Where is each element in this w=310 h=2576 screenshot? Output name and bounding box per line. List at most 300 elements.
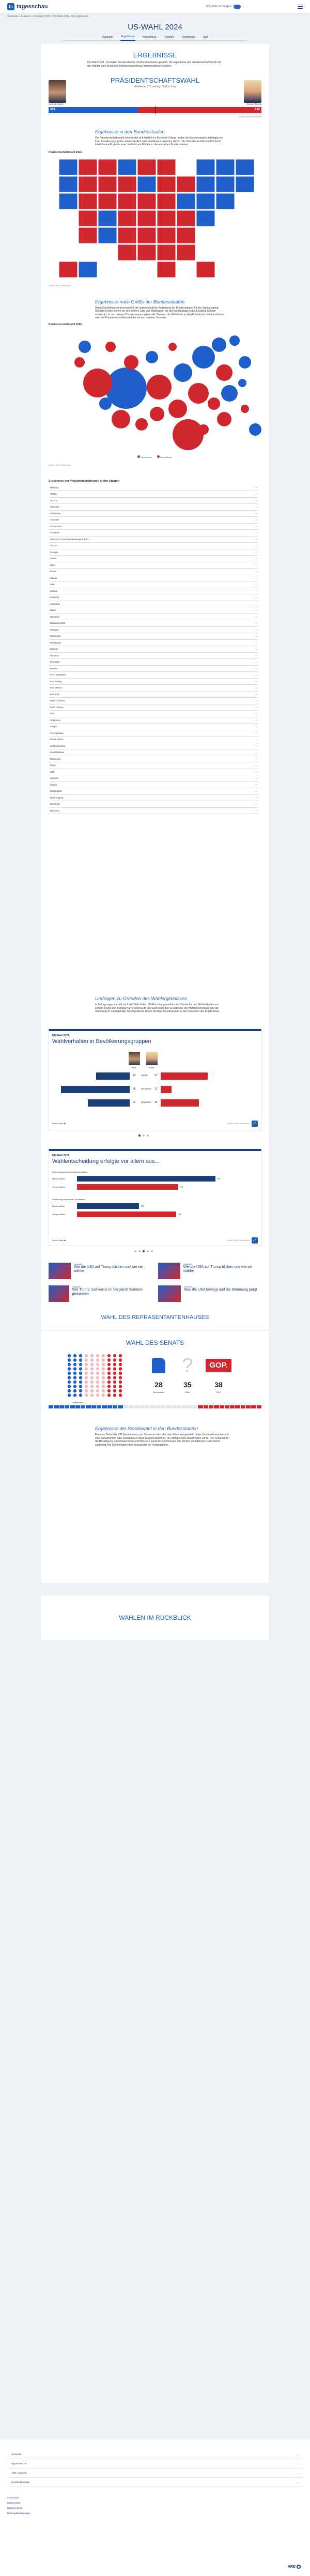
state-bubble[interactable]	[208, 397, 220, 410]
state-MI[interactable]	[157, 159, 176, 175]
senate-states-section	[95, 1426, 230, 1447]
us-map	[49, 154, 261, 283]
tab-2[interactable]: Hintergrund	[142, 35, 156, 39]
seat	[96, 1358, 99, 1361]
state-bubble[interactable]	[192, 346, 215, 369]
seat-tick	[140, 1405, 144, 1408]
state-TN[interactable]	[157, 227, 176, 243]
poll-card-groups[interactable]	[49, 1029, 261, 1130]
seat	[79, 1372, 82, 1375]
state-VT[interactable]	[216, 159, 235, 175]
state-row[interactable]	[49, 607, 258, 614]
state-name: West Virginia	[50, 796, 64, 799]
state-row[interactable]	[49, 762, 258, 769]
state-ME[interactable]	[236, 159, 254, 175]
motive-bar	[77, 1203, 139, 1209]
seat-tick	[209, 1405, 213, 1408]
state-name: Delaware	[50, 531, 60, 534]
seat-tick	[123, 1405, 128, 1408]
state-name: Kentucky	[50, 596, 59, 599]
seat-tick	[91, 1405, 96, 1408]
seat	[73, 1358, 76, 1361]
state-NE[interactable]	[118, 193, 136, 209]
state-OK[interactable]	[118, 227, 136, 243]
state-name: Vermont	[50, 777, 58, 780]
footer-extra-link[interactable]: Nutzungsbedingungen	[7, 2512, 31, 2514]
senate-states-text: Etwa ein Drittel der 100 Senatorinnen und Senatoren wird alle zwei Jahre neu gewählt. Jeder Bundesstaat entsendet zwei Senatorinnen oder Senatoren in diese Kongresskammer. Die Wahlperiode dauert sechs Jahre. Der Senat ist für die Bestätigung von Ministerinnen und Ministern sowie für Richterinnen und Richter am Obersten Gerichtshof zuständig. Bei Stimmengleichheit entscheidet der Vizepräsident.	[95, 1433, 229, 1447]
state-MD[interactable]	[196, 193, 215, 209]
trump-value: 13	[154, 1087, 158, 1091]
seat-tick	[246, 1405, 251, 1408]
state-bubble[interactable]	[188, 383, 209, 404]
state-WA[interactable]	[59, 159, 78, 175]
poll-rows	[52, 1070, 259, 1111]
seat-tick	[188, 1405, 192, 1408]
chevron-down-icon: ⌄	[255, 699, 257, 702]
seat	[119, 1372, 122, 1375]
seat-tick	[193, 1405, 197, 1408]
seat	[85, 1393, 88, 1397]
state-VA[interactable]	[177, 193, 195, 209]
seat-tick	[118, 1405, 122, 1408]
poll2-source: Quelle: ARD-Wahlstudio	[227, 1239, 250, 1241]
state-name: Connecticut	[50, 525, 62, 528]
menu-icon[interactable]	[298, 5, 303, 9]
review-heading[interactable]: WAHLEN IM RÜCKBLICK	[119, 1614, 191, 1621]
expand-icon[interactable]: ⤢	[252, 1121, 258, 1127]
state-row[interactable]	[49, 672, 258, 679]
poll2-more-link[interactable]: Ältere Daten ▶	[52, 1239, 66, 1241]
motive-label: Harris-Wähler	[52, 1177, 65, 1180]
harris-name: Kamala Harris	[49, 103, 64, 105]
state-name: Minnesota	[50, 635, 60, 638]
state-bubble[interactable]	[249, 423, 261, 436]
chevron-down-icon: ⌄	[255, 615, 257, 619]
state-DE[interactable]	[196, 210, 215, 226]
state-bubble[interactable]	[241, 405, 249, 413]
chevron-down-icon: ⌄	[255, 634, 257, 638]
chevron-down-icon: ⌄	[255, 538, 257, 541]
teaser-card[interactable]	[158, 1285, 261, 1304]
group-label: Hispanics	[141, 1101, 151, 1103]
state-TX[interactable]	[118, 244, 136, 260]
harris-value: 52	[133, 1101, 136, 1104]
state-WY[interactable]	[98, 193, 117, 209]
seat	[68, 1385, 71, 1388]
trump-avatar	[146, 1052, 158, 1065]
state-bubble[interactable]	[150, 407, 164, 421]
results-heading: ERGEBNISSE	[133, 51, 177, 59]
state-row[interactable]	[49, 620, 258, 627]
footer-extra-link[interactable]: Datenschutz	[7, 2502, 21, 2504]
motive-value: 49	[180, 1185, 183, 1188]
seat	[113, 1393, 116, 1397]
state-row[interactable]	[49, 659, 258, 666]
seat	[96, 1376, 99, 1379]
state-bubble[interactable]	[174, 363, 192, 382]
state-NJ[interactable]	[196, 176, 215, 192]
state-CA[interactable]	[59, 193, 78, 209]
state-row[interactable]	[49, 782, 258, 789]
seat	[85, 1363, 88, 1366]
state-row[interactable]	[49, 640, 258, 647]
poll-source: Quelle: ARD-Wahlstudio	[227, 1122, 250, 1125]
state-row[interactable]	[49, 575, 258, 582]
state-MA[interactable]	[216, 176, 235, 192]
state-row[interactable]	[49, 530, 258, 536]
harris-value: 86	[133, 1087, 136, 1091]
seat	[102, 1372, 105, 1375]
state-row[interactable]	[49, 795, 258, 802]
state-bubble[interactable]	[217, 412, 231, 426]
state-row[interactable]	[49, 588, 258, 595]
state-row[interactable]	[49, 517, 258, 524]
expand-icon[interactable]: ⤢	[252, 1237, 258, 1244]
state-bubble[interactable]	[135, 418, 148, 431]
state-row[interactable]	[49, 633, 258, 640]
state-MT[interactable]	[79, 159, 97, 175]
state-row[interactable]	[49, 498, 258, 504]
state-OH[interactable]	[157, 176, 176, 192]
seat	[107, 1376, 111, 1379]
state-row[interactable]	[49, 653, 258, 660]
state-row[interactable]	[49, 549, 258, 556]
state-row[interactable]	[49, 743, 258, 750]
state-MO[interactable]	[137, 210, 156, 226]
carousel-dots[interactable]	[138, 1134, 149, 1137]
state-name: Idaho	[50, 563, 56, 566]
results-card	[41, 44, 269, 995]
seat	[90, 1376, 94, 1379]
seat	[113, 1376, 116, 1379]
chevron-down-icon: ⌄	[255, 731, 257, 735]
teaser-card[interactable]	[49, 1285, 152, 1304]
state-row[interactable]	[49, 711, 258, 717]
state-row[interactable]	[49, 511, 258, 517]
polls-card	[41, 994, 269, 1583]
state-NY[interactable]	[196, 159, 215, 175]
bubble-chart	[49, 326, 261, 455]
state-row[interactable]	[49, 801, 258, 808]
chevron-down-icon: ⌄	[255, 602, 257, 606]
state-bubble[interactable]	[105, 342, 116, 352]
state-WI[interactable]	[137, 159, 156, 175]
state-name: Georgia	[50, 550, 58, 554]
state-row[interactable]	[49, 491, 258, 498]
state-row[interactable]	[49, 594, 258, 601]
seat	[90, 1389, 94, 1392]
state-row[interactable]	[49, 808, 258, 815]
state-row[interactable]	[49, 601, 258, 608]
state-row[interactable]	[49, 562, 258, 569]
open-icon: ?	[182, 1355, 193, 1376]
state-IA[interactable]	[118, 176, 136, 192]
state-bubble[interactable]	[146, 351, 158, 363]
state-row[interactable]	[49, 704, 258, 711]
state-bubble[interactable]	[168, 343, 177, 351]
state-row[interactable]	[49, 769, 258, 776]
seat-tick	[70, 1405, 74, 1408]
state-NH[interactable]	[236, 176, 254, 192]
seat	[68, 1354, 71, 1357]
seat	[79, 1354, 82, 1357]
seat	[107, 1372, 111, 1375]
chevron-down-icon: ⌄	[255, 525, 257, 528]
state-OR[interactable]	[59, 176, 78, 192]
state-row[interactable]	[49, 698, 258, 704]
candidate-row	[41, 80, 269, 106]
seat	[73, 1376, 76, 1379]
state-row[interactable]	[49, 724, 258, 730]
seat	[102, 1367, 105, 1370]
seat	[102, 1381, 105, 1384]
gop-logo: GOP.	[206, 1359, 231, 1372]
harris-portrait	[49, 80, 66, 103]
poll-more-link[interactable]: Ältere Daten ▶	[52, 1122, 66, 1125]
seat	[90, 1385, 94, 1388]
col-trump: Trump	[148, 1066, 154, 1069]
ard-logo[interactable]: ARD	[288, 2565, 301, 2569]
seat	[90, 1367, 94, 1370]
state-row[interactable]	[49, 543, 258, 549]
footer-link[interactable]: Rundfunkbeiträge ⌄	[7, 2478, 303, 2487]
state-SD[interactable]	[98, 176, 117, 192]
footer-link[interactable]: Startseite ⌄	[7, 2450, 303, 2459]
state-row[interactable]	[49, 685, 258, 692]
poll-card-motives[interactable]	[49, 1149, 261, 1246]
map-section	[41, 118, 227, 147]
breadcrumb[interactable]: Startseite > Ausland > US-Wahl 2024 > US-Wahl 2024: Die Ergebnisse	[7, 15, 89, 18]
motive-value: 67	[218, 1177, 221, 1180]
seat-tick	[230, 1405, 235, 1408]
motive-value: 30	[141, 1204, 144, 1207]
state-row[interactable]	[49, 756, 258, 763]
polls-heading: Umfragen zu Gründen des Wahlergebnisses	[95, 996, 187, 1001]
seat	[85, 1372, 88, 1375]
harris-value: 42	[133, 1074, 136, 1077]
chevron-down-icon: ⌄	[255, 776, 257, 780]
state-AK[interactable]	[59, 262, 78, 278]
trump-bar	[161, 1099, 199, 1107]
seat-tick	[54, 1405, 58, 1408]
seat-tick	[182, 1405, 187, 1408]
motive-label: Trump-Wähler	[52, 1185, 66, 1188]
state-bubble[interactable]	[216, 364, 233, 381]
state-row[interactable]	[49, 556, 258, 562]
state-bubble[interactable]	[173, 419, 204, 450]
state-CO[interactable]	[98, 210, 117, 226]
state-WV[interactable]	[157, 193, 176, 209]
state-row[interactable]	[49, 504, 258, 511]
seat-tick	[102, 1405, 106, 1408]
state-ND[interactable]	[98, 159, 117, 175]
state-row[interactable]	[49, 788, 258, 795]
state-row[interactable]	[49, 666, 258, 672]
state-FL[interactable]	[196, 262, 215, 278]
trump-bar	[161, 1086, 172, 1093]
livestream-toggle[interactable]: Tickeliste anzeigen	[205, 5, 241, 9]
footer-link[interactable]: tagesschau.de ⌄	[7, 2459, 303, 2468]
state-row[interactable]	[49, 627, 258, 634]
state-name: Alabama	[50, 486, 59, 489]
tab-3[interactable]: Themen	[164, 35, 174, 39]
state-NV[interactable]	[79, 193, 97, 209]
legend-rep: Republikaner	[157, 455, 173, 458]
state-row[interactable]	[49, 524, 258, 530]
state-row[interactable]	[49, 679, 258, 685]
state-bubble[interactable]	[83, 369, 112, 397]
logo[interactable]	[7, 3, 48, 10]
state-row[interactable]	[49, 717, 258, 724]
threshold-marker	[155, 106, 156, 114]
state-MN[interactable]	[118, 159, 136, 175]
seat	[119, 1385, 122, 1388]
rep-label: GOP	[216, 1391, 221, 1393]
state-NC[interactable]	[177, 210, 195, 226]
state-bubble[interactable]	[212, 338, 226, 352]
state-row[interactable]	[49, 581, 258, 588]
state-bubble[interactable]	[124, 355, 138, 370]
state-AZ[interactable]	[79, 227, 97, 243]
state-bubble[interactable]	[105, 367, 147, 409]
state-AR[interactable]	[137, 227, 156, 243]
seat	[85, 1389, 88, 1392]
state-bubble[interactable]	[229, 335, 240, 346]
state-row[interactable]	[49, 536, 258, 543]
state-row[interactable]	[49, 749, 258, 756]
seat	[113, 1367, 116, 1370]
seat	[68, 1372, 71, 1375]
state-row[interactable]	[49, 775, 258, 782]
state-row[interactable]	[49, 569, 258, 575]
logo-text: tagesschau	[17, 3, 48, 10]
teaser-title: Wie die USA auf Trump blicken und wie sie wählte	[73, 1265, 143, 1273]
bubble-section-heading: Ergebnisse nach Größe der Bundesstaaten	[95, 299, 185, 304]
seat	[107, 1363, 111, 1366]
state-SC[interactable]	[177, 227, 195, 243]
seat	[73, 1354, 76, 1357]
tab-4[interactable]: Kommentar	[182, 35, 196, 39]
bubble-source: Quelle: ARD-Wahlstudio	[49, 463, 71, 466]
state-bubble[interactable]	[99, 397, 112, 410]
tab-0[interactable]: Startseite	[102, 35, 113, 39]
chevron-down-icon: ⌄	[255, 802, 257, 806]
state-row[interactable]	[49, 692, 258, 698]
seat-tick	[49, 1405, 53, 1408]
state-AL[interactable]	[157, 262, 176, 278]
state-ID[interactable]	[79, 176, 97, 192]
review-card[interactable]	[41, 1596, 269, 1640]
state-NM[interactable]	[98, 227, 117, 243]
state-LA[interactable]	[137, 244, 156, 260]
state-row[interactable]	[49, 614, 258, 621]
state-name: Iowa	[50, 583, 55, 586]
seat	[73, 1363, 76, 1366]
state-row[interactable]	[49, 485, 258, 492]
chevron-down-icon: ⌄	[297, 2452, 299, 2456]
state-KS[interactable]	[118, 210, 136, 226]
house-heading[interactable]: WAHL DES REPRÄSENTANTENHAUSES	[101, 1314, 209, 1321]
state-name: South Carolina	[50, 744, 65, 747]
state-bubble[interactable]	[221, 385, 238, 402]
senate-states-heading: Ergebnisse der Senatswahl in den Bundesstaaten	[95, 1426, 198, 1431]
teaser-card[interactable]	[49, 1263, 152, 1281]
motive-bar	[77, 1184, 178, 1190]
state-bubble[interactable]	[147, 375, 172, 400]
seat	[119, 1381, 122, 1384]
chevron-down-icon: ⌄	[255, 796, 257, 800]
teaser-kicker: Infografik	[183, 1263, 192, 1265]
state-name: Nevada	[50, 667, 58, 670]
footer-link[interactable]: ARD Angebote ⌄	[7, 2468, 303, 2478]
seat	[68, 1393, 71, 1397]
state-PA[interactable]	[177, 176, 195, 192]
tab-1[interactable]: Ergebnisse	[120, 34, 135, 41]
footer-extra-link[interactable]: Barrierefreiheit	[7, 2507, 23, 2509]
state-HI[interactable]	[79, 262, 97, 278]
legend-dem: Demokraten	[137, 455, 152, 458]
bubble-title: Präsidentschaftswahl 2024	[49, 323, 82, 326]
state-GA[interactable]	[177, 244, 195, 260]
teaser-title: Wie Trump und Harris im Vergleich Stimmen gewannen	[72, 1288, 144, 1296]
state-IN[interactable]	[137, 193, 156, 209]
trump-bar	[161, 1072, 208, 1080]
footer-extra	[7, 2495, 310, 2516]
state-row[interactable]	[49, 646, 258, 653]
states-heading: Ergebnisse der Präsidentschaftswahl in den Staaten	[49, 479, 119, 483]
seat	[96, 1393, 99, 1397]
teaser-thumbnail	[49, 1263, 71, 1279]
chevron-down-icon: ⌄	[255, 712, 257, 715]
state-bubble[interactable]	[239, 356, 251, 369]
chevron-down-icon: ⌄	[255, 550, 257, 554]
seat	[73, 1385, 76, 1388]
state-name: Oklahoma	[50, 718, 60, 722]
poll-kicker: US-Wahl 2024	[52, 1034, 69, 1037]
open-count: 35	[183, 1381, 192, 1389]
teaser-card[interactable]	[158, 1263, 261, 1281]
state-IL[interactable]	[137, 176, 156, 192]
chevron-down-icon: ⌄	[255, 809, 257, 812]
state-bubble[interactable]	[168, 400, 187, 418]
state-row[interactable]	[49, 737, 258, 743]
rep-bar-segment	[138, 107, 261, 113]
state-CT[interactable]	[216, 193, 235, 209]
state-UT[interactable]	[79, 210, 97, 226]
tab-5[interactable]: Bild	[204, 35, 208, 39]
chevron-down-icon: ⌄	[255, 589, 257, 593]
state-row[interactable]	[49, 730, 258, 737]
state-bubble[interactable]	[112, 410, 130, 428]
state-MS[interactable]	[157, 244, 176, 260]
state-KY[interactable]	[157, 210, 176, 226]
seat	[79, 1393, 82, 1397]
poll2-kicker: US-Wahl 2024	[52, 1154, 69, 1157]
state-bubble[interactable]	[74, 357, 85, 367]
carousel-dots-2[interactable]	[134, 1250, 153, 1252]
seat-tick	[235, 1405, 240, 1408]
chevron-down-icon: ⌄	[255, 750, 257, 754]
motive-label: Trump-Wähler	[52, 1213, 66, 1216]
tab-bar	[63, 34, 247, 41]
seat-tick	[220, 1405, 224, 1408]
seat	[90, 1358, 94, 1361]
harris-bar	[96, 1072, 130, 1080]
footer-extra-link[interactable]: Impressum	[7, 2496, 19, 2499]
motive-row	[52, 1174, 258, 1183]
state-bubble[interactable]	[238, 379, 246, 387]
state-bubble[interactable]	[79, 341, 91, 353]
